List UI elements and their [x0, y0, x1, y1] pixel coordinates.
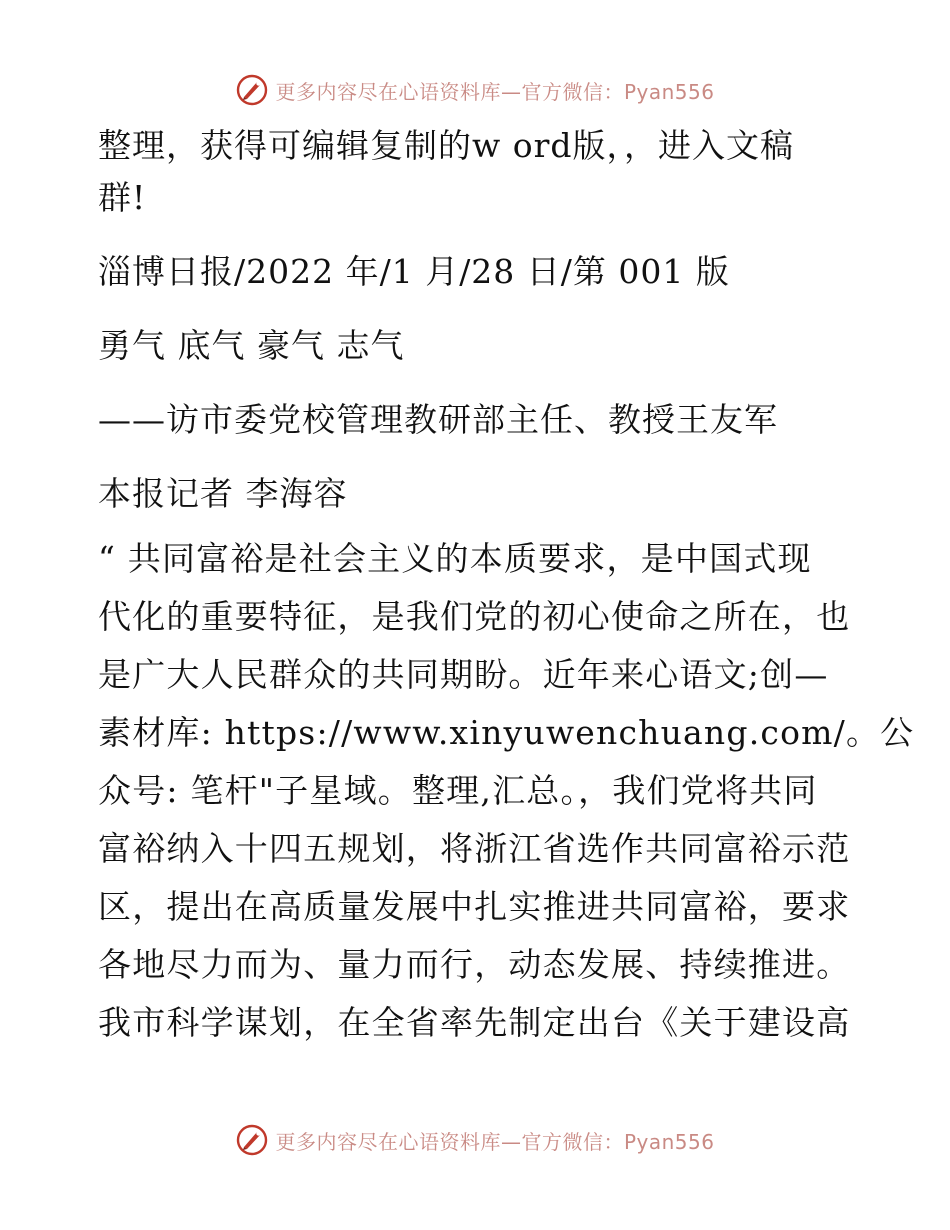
- body-paragraph: [98, 530, 915, 1052]
- article-byline: 本报记者 李海容: [98, 474, 348, 513]
- document-body: [98, 120, 915, 1052]
- body-line: “ 共同富裕是社会主义的本质要求，是中国式现: [98, 539, 812, 578]
- quill-pen-logo-icon: [235, 73, 269, 107]
- body-line: 代化的重要特征，是我们党的初心使命之所在，也: [98, 597, 851, 636]
- intro-line-2: 群!: [98, 178, 147, 217]
- body-line: 我市科学谋划，在全省率先制定出台《关于建设高: [98, 1003, 851, 1042]
- body-line: 富裕纳入十四五规划，将浙江省选作共同富裕示范: [98, 829, 851, 868]
- footer-watermark: [0, 1122, 950, 1158]
- watermark-text: 更多内容尽在心语资料库—官方微信：Pyan556: [275, 1129, 715, 1154]
- article-headline: 勇气 底气 豪气 志气: [98, 326, 405, 365]
- quill-pen-logo-icon: [235, 1123, 269, 1157]
- watermark-text: 更多内容尽在心语资料库—官方微信：Pyan556: [275, 79, 715, 104]
- body-line: 众号: 笔杆"子星域。整理,汇总。，我们党将共同: [98, 771, 818, 810]
- source-line: 淄博日报/2022 年/1 月/28 日/第 001 版: [98, 252, 730, 291]
- body-line: 区，提出在高质量发展中扎实推进共同富裕，要求: [98, 887, 851, 926]
- body-line: 是广大人民群众的共同期盼。近年来心语文;创—: [98, 655, 829, 694]
- article-subtitle: ——访市委党校管理教研部主任、教授王友军: [98, 400, 778, 439]
- header-watermark: [0, 72, 950, 108]
- intro-line-1: 整理，获得可编辑复制的w ord版，，进入文稿: [98, 126, 795, 165]
- body-line: 素材库: https://www.xinyuwenchuang.com/。公: [98, 713, 915, 752]
- body-line: 各地尽力而为、量力而行，动态发展、持续推进。: [98, 945, 851, 984]
